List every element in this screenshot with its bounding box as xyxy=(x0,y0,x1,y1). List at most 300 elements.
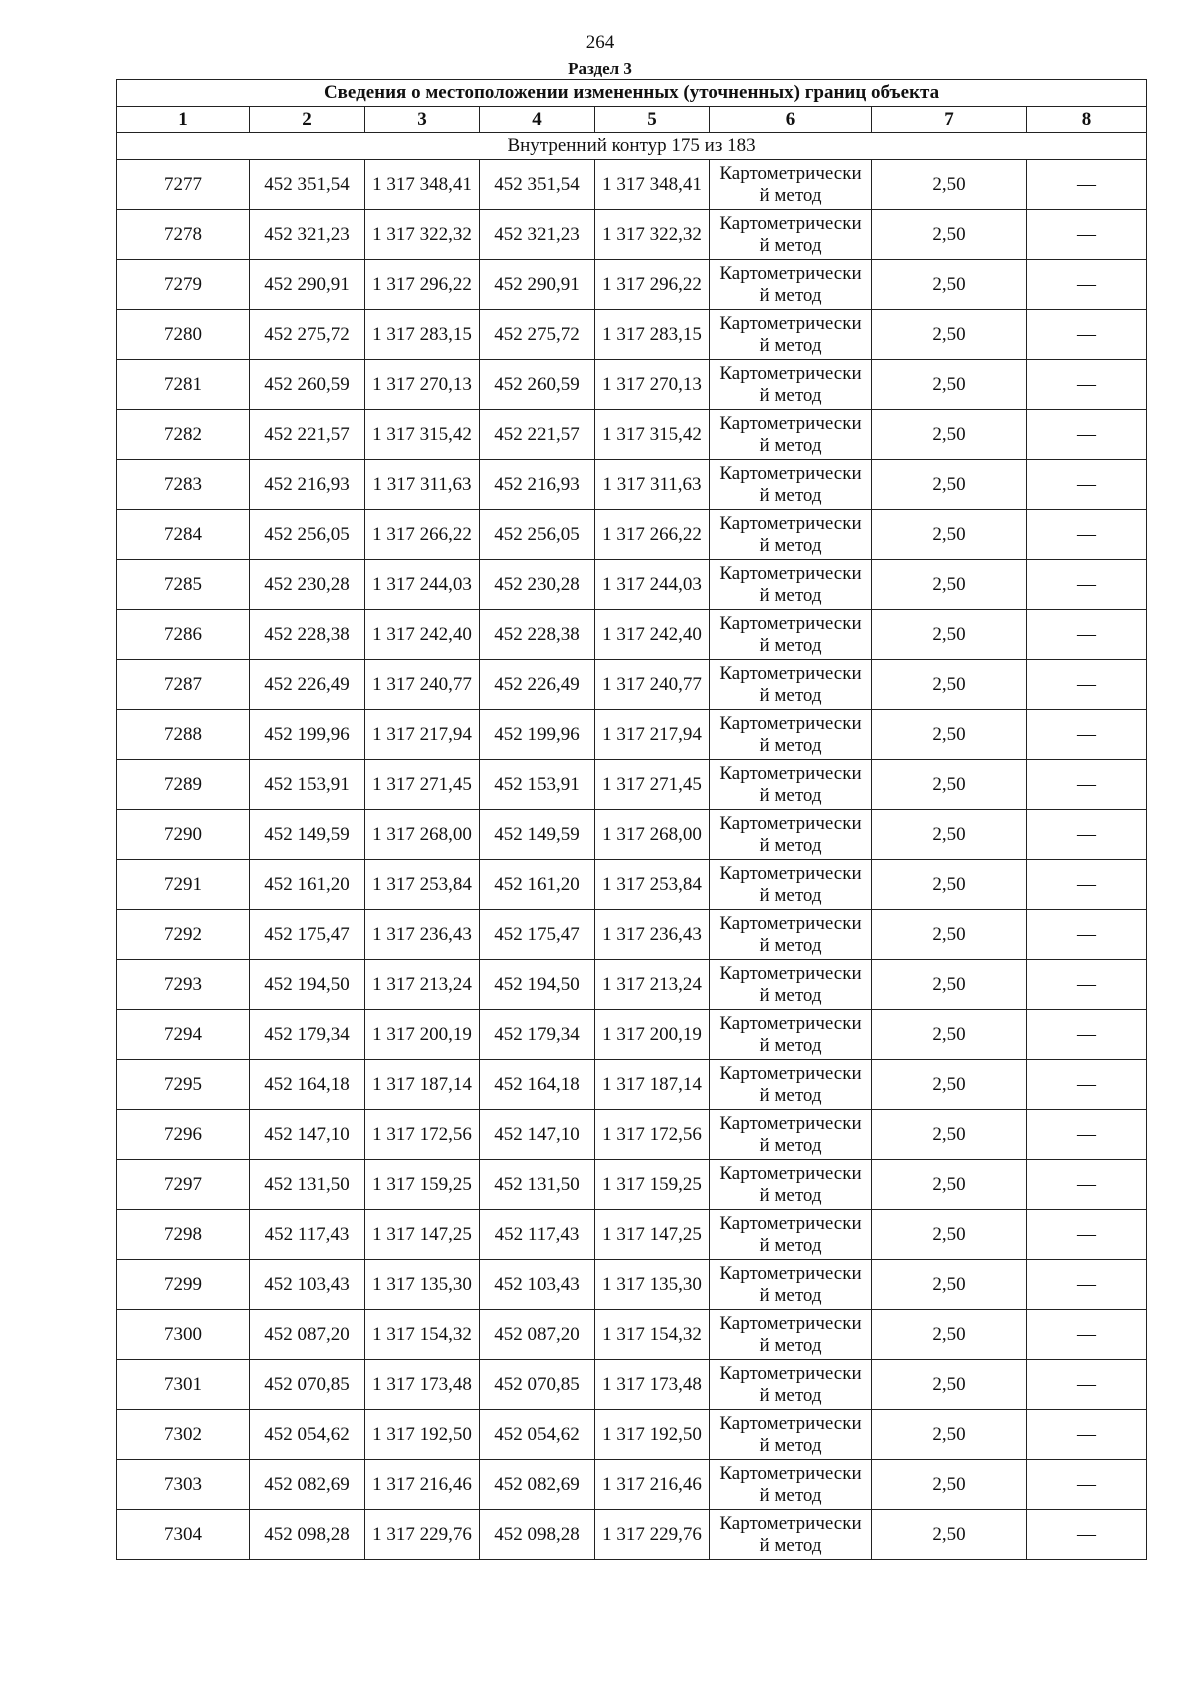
cell-x2: 452 260,59 xyxy=(480,360,595,410)
cell-id: 7285 xyxy=(117,560,250,610)
method-line: й метод xyxy=(759,984,822,1006)
cell-method xyxy=(710,1060,872,1110)
table-row xyxy=(117,1010,1147,1060)
cell-accuracy: 2,50 xyxy=(872,160,1027,210)
cell-x1: 452 164,18 xyxy=(250,1060,365,1110)
cell-x1: 452 216,93 xyxy=(250,460,365,510)
cell-y2: 1 317 173,48 xyxy=(595,1360,710,1410)
table-row xyxy=(117,810,1147,860)
cell-method xyxy=(710,210,872,260)
table-row xyxy=(117,560,1147,610)
coordinates-table xyxy=(116,79,1147,1560)
cell-id: 7296 xyxy=(117,1110,250,1160)
cell-id: 7292 xyxy=(117,910,250,960)
table-row xyxy=(117,1210,1147,1260)
contour-label: Внутренний контур 175 из 183 xyxy=(117,133,1147,160)
method-line: Картометрически xyxy=(719,1262,862,1284)
method-line: й метод xyxy=(759,534,822,556)
cell-x1: 452 275,72 xyxy=(250,310,365,360)
method-line: Картометрически xyxy=(719,312,862,334)
method-line: Картометрически xyxy=(719,212,862,234)
cell-note: — xyxy=(1027,860,1147,910)
cell-y2: 1 317 147,25 xyxy=(595,1210,710,1260)
cell-x1: 452 070,85 xyxy=(250,1360,365,1410)
cell-note: — xyxy=(1027,610,1147,660)
column-number: 5 xyxy=(595,107,710,133)
cell-accuracy: 2,50 xyxy=(872,860,1027,910)
cell-x1: 452 199,96 xyxy=(250,710,365,760)
cell-y2: 1 317 296,22 xyxy=(595,260,710,310)
cell-x1: 452 226,49 xyxy=(250,660,365,710)
method-line: й метод xyxy=(759,434,822,456)
method-line: Картометрически xyxy=(719,862,862,884)
method-line: Картометрически xyxy=(719,812,862,834)
cell-x1: 452 230,28 xyxy=(250,560,365,610)
cell-x1: 452 082,69 xyxy=(250,1460,365,1510)
cell-y1: 1 317 242,40 xyxy=(365,610,480,660)
table-row xyxy=(117,910,1147,960)
cell-y1: 1 317 159,25 xyxy=(365,1160,480,1210)
cell-x2: 452 179,34 xyxy=(480,1010,595,1060)
cell-x1: 452 161,20 xyxy=(250,860,365,910)
cell-y1: 1 317 187,14 xyxy=(365,1060,480,1110)
cell-method xyxy=(710,560,872,610)
column-number: 7 xyxy=(872,107,1027,133)
cell-y1: 1 317 173,48 xyxy=(365,1360,480,1410)
method-line: й метод xyxy=(759,384,822,406)
cell-y2: 1 317 200,19 xyxy=(595,1010,710,1060)
table-row xyxy=(117,1510,1147,1560)
cell-method xyxy=(710,510,872,560)
method-line: й метод xyxy=(759,1284,822,1306)
cell-x2: 452 226,49 xyxy=(480,660,595,710)
column-number: 4 xyxy=(480,107,595,133)
cell-y1: 1 317 172,56 xyxy=(365,1110,480,1160)
method-line: й метод xyxy=(759,634,822,656)
cell-accuracy: 2,50 xyxy=(872,610,1027,660)
method-line: Картометрически xyxy=(719,962,862,984)
cell-x2: 452 087,20 xyxy=(480,1310,595,1360)
method-line: Картометрически xyxy=(719,1312,862,1334)
method-line: й метод xyxy=(759,684,822,706)
cell-note: — xyxy=(1027,960,1147,1010)
cell-method xyxy=(710,1210,872,1260)
cell-method xyxy=(710,410,872,460)
table-caption: Сведения о местоположении измененных (уточненных) границ объекта xyxy=(117,80,1147,107)
cell-y2: 1 317 253,84 xyxy=(595,860,710,910)
cell-x2: 452 149,59 xyxy=(480,810,595,860)
cell-x1: 452 321,23 xyxy=(250,210,365,260)
cell-x2: 452 054,62 xyxy=(480,1410,595,1460)
method-line: й метод xyxy=(759,1434,822,1456)
cell-accuracy: 2,50 xyxy=(872,310,1027,360)
cell-y2: 1 317 242,40 xyxy=(595,610,710,660)
method-line: й метод xyxy=(759,1484,822,1506)
table-row xyxy=(117,960,1147,1010)
cell-note: — xyxy=(1027,510,1147,560)
cell-note: — xyxy=(1027,710,1147,760)
cell-id: 7277 xyxy=(117,160,250,210)
cell-id: 7300 xyxy=(117,1310,250,1360)
cell-id: 7284 xyxy=(117,510,250,560)
table-row xyxy=(117,610,1147,660)
cell-method xyxy=(710,760,872,810)
method-line: й метод xyxy=(759,334,822,356)
cell-y2: 1 317 159,25 xyxy=(595,1160,710,1210)
cell-id: 7279 xyxy=(117,260,250,310)
cell-accuracy: 2,50 xyxy=(872,210,1027,260)
method-line: Картометрически xyxy=(719,162,862,184)
method-line: й метод xyxy=(759,1034,822,1056)
cell-y1: 1 317 283,15 xyxy=(365,310,480,360)
cell-x2: 452 216,93 xyxy=(480,460,595,510)
cell-x1: 452 290,91 xyxy=(250,260,365,310)
method-line: Картометрически xyxy=(719,1112,862,1134)
cell-method xyxy=(710,460,872,510)
cell-y1: 1 317 147,25 xyxy=(365,1210,480,1260)
cell-y2: 1 317 348,41 xyxy=(595,160,710,210)
method-line: й метод xyxy=(759,484,822,506)
method-line: Картометрически xyxy=(719,662,862,684)
table-row xyxy=(117,1260,1147,1310)
cell-y2: 1 317 240,77 xyxy=(595,660,710,710)
cell-note: — xyxy=(1027,560,1147,610)
cell-y2: 1 317 154,32 xyxy=(595,1310,710,1360)
table-row xyxy=(117,260,1147,310)
cell-y1: 1 317 253,84 xyxy=(365,860,480,910)
cell-accuracy: 2,50 xyxy=(872,1310,1027,1360)
method-line: Картометрически xyxy=(719,362,862,384)
cell-method xyxy=(710,860,872,910)
cell-y1: 1 317 192,50 xyxy=(365,1410,480,1460)
cell-method xyxy=(710,660,872,710)
cell-y2: 1 317 135,30 xyxy=(595,1260,710,1310)
method-line: Картометрически xyxy=(719,912,862,934)
method-line: й метод xyxy=(759,1234,822,1256)
cell-accuracy: 2,50 xyxy=(872,810,1027,860)
cell-x2: 452 117,43 xyxy=(480,1210,595,1260)
method-line: Картометрически xyxy=(719,462,862,484)
cell-y1: 1 317 311,63 xyxy=(365,460,480,510)
cell-y1: 1 317 315,42 xyxy=(365,410,480,460)
cell-accuracy: 2,50 xyxy=(872,1360,1027,1410)
method-line: Картометрически xyxy=(719,1512,862,1534)
cell-y2: 1 317 172,56 xyxy=(595,1110,710,1160)
column-number: 1 xyxy=(117,107,250,133)
cell-method xyxy=(710,160,872,210)
cell-method xyxy=(710,1160,872,1210)
cell-id: 7287 xyxy=(117,660,250,710)
cell-y1: 1 317 322,32 xyxy=(365,210,480,260)
method-line: Картометрически xyxy=(719,1012,862,1034)
cell-x2: 452 321,23 xyxy=(480,210,595,260)
method-line: й метод xyxy=(759,234,822,256)
cell-y1: 1 317 244,03 xyxy=(365,560,480,610)
cell-accuracy: 2,50 xyxy=(872,360,1027,410)
cell-y1: 1 317 270,13 xyxy=(365,360,480,410)
method-line: й метод xyxy=(759,184,822,206)
cell-y1: 1 317 154,32 xyxy=(365,1310,480,1360)
method-line: Картометрически xyxy=(719,1162,862,1184)
cell-x2: 452 098,28 xyxy=(480,1510,595,1560)
cell-method xyxy=(710,1310,872,1360)
column-number-row xyxy=(117,107,1147,133)
cell-y2: 1 317 268,00 xyxy=(595,810,710,860)
table-row xyxy=(117,760,1147,810)
cell-accuracy: 2,50 xyxy=(872,910,1027,960)
cell-note: — xyxy=(1027,910,1147,960)
cell-y2: 1 317 213,24 xyxy=(595,960,710,1010)
method-line: Картометрически xyxy=(719,262,862,284)
cell-note: — xyxy=(1027,1010,1147,1060)
cell-y1: 1 317 216,46 xyxy=(365,1460,480,1510)
cell-method xyxy=(710,960,872,1010)
column-number: 8 xyxy=(1027,107,1147,133)
cell-x2: 452 199,96 xyxy=(480,710,595,760)
cell-accuracy: 2,50 xyxy=(872,960,1027,1010)
cell-x2: 452 221,57 xyxy=(480,410,595,460)
cell-method xyxy=(710,610,872,660)
cell-id: 7298 xyxy=(117,1210,250,1260)
table-row xyxy=(117,710,1147,760)
cell-y1: 1 317 268,00 xyxy=(365,810,480,860)
cell-accuracy: 2,50 xyxy=(872,1460,1027,1510)
cell-y2: 1 317 192,50 xyxy=(595,1410,710,1460)
table-row xyxy=(117,460,1147,510)
cell-id: 7294 xyxy=(117,1010,250,1060)
cell-id: 7289 xyxy=(117,760,250,810)
method-line: й метод xyxy=(759,284,822,306)
cell-y2: 1 317 229,76 xyxy=(595,1510,710,1560)
table-row xyxy=(117,1060,1147,1110)
cell-x1: 452 131,50 xyxy=(250,1160,365,1210)
cell-x2: 452 275,72 xyxy=(480,310,595,360)
cell-method xyxy=(710,910,872,960)
cell-x1: 452 228,38 xyxy=(250,610,365,660)
cell-id: 7302 xyxy=(117,1410,250,1460)
cell-y2: 1 317 311,63 xyxy=(595,460,710,510)
cell-method xyxy=(710,1410,872,1460)
method-line: Картометрически xyxy=(719,562,862,584)
cell-y2: 1 317 283,15 xyxy=(595,310,710,360)
cell-id: 7290 xyxy=(117,810,250,860)
cell-y1: 1 317 217,94 xyxy=(365,710,480,760)
cell-x2: 452 194,50 xyxy=(480,960,595,1010)
cell-id: 7283 xyxy=(117,460,250,510)
cell-id: 7286 xyxy=(117,610,250,660)
cell-method xyxy=(710,360,872,410)
cell-x1: 452 054,62 xyxy=(250,1410,365,1460)
cell-x1: 452 194,50 xyxy=(250,960,365,1010)
cell-y2: 1 317 216,46 xyxy=(595,1460,710,1510)
cell-method xyxy=(710,1510,872,1560)
cell-note: — xyxy=(1027,1510,1147,1560)
cell-note: — xyxy=(1027,360,1147,410)
cell-x2: 452 228,38 xyxy=(480,610,595,660)
method-line: й метод xyxy=(759,1334,822,1356)
cell-method xyxy=(710,1260,872,1310)
cell-note: — xyxy=(1027,160,1147,210)
method-line: Картометрически xyxy=(719,512,862,534)
cell-accuracy: 2,50 xyxy=(872,1110,1027,1160)
cell-y1: 1 317 271,45 xyxy=(365,760,480,810)
method-line: й метод xyxy=(759,934,822,956)
method-line: й метод xyxy=(759,784,822,806)
table-row xyxy=(117,1160,1147,1210)
cell-id: 7282 xyxy=(117,410,250,460)
cell-y2: 1 317 271,45 xyxy=(595,760,710,810)
cell-id: 7303 xyxy=(117,1460,250,1510)
cell-x1: 452 117,43 xyxy=(250,1210,365,1260)
cell-accuracy: 2,50 xyxy=(872,560,1027,610)
cell-accuracy: 2,50 xyxy=(872,1510,1027,1560)
cell-y2: 1 317 217,94 xyxy=(595,710,710,760)
cell-accuracy: 2,50 xyxy=(872,1160,1027,1210)
cell-id: 7301 xyxy=(117,1360,250,1410)
cell-y1: 1 317 240,77 xyxy=(365,660,480,710)
cell-y1: 1 317 200,19 xyxy=(365,1010,480,1060)
method-line: й метод xyxy=(759,1084,822,1106)
section-title: Раздел 3 xyxy=(568,59,632,78)
cell-x2: 452 161,20 xyxy=(480,860,595,910)
method-line: Картометрически xyxy=(719,412,862,434)
cell-note: — xyxy=(1027,1160,1147,1210)
method-line: Картометрически xyxy=(719,1212,862,1234)
cell-id: 7280 xyxy=(117,310,250,360)
cell-id: 7299 xyxy=(117,1260,250,1310)
method-line: й метод xyxy=(759,1534,822,1556)
table-row xyxy=(117,1360,1147,1410)
cell-note: — xyxy=(1027,810,1147,860)
cell-x2: 452 070,85 xyxy=(480,1360,595,1410)
cell-id: 7295 xyxy=(117,1060,250,1110)
cell-note: — xyxy=(1027,760,1147,810)
cell-id: 7304 xyxy=(117,1510,250,1560)
cell-accuracy: 2,50 xyxy=(872,410,1027,460)
method-line: й метод xyxy=(759,834,822,856)
cell-y1: 1 317 229,76 xyxy=(365,1510,480,1560)
cell-x1: 452 260,59 xyxy=(250,360,365,410)
cell-accuracy: 2,50 xyxy=(872,1010,1027,1060)
table-row xyxy=(117,410,1147,460)
table-row xyxy=(117,1310,1147,1360)
cell-x1: 452 098,28 xyxy=(250,1510,365,1560)
cell-x2: 452 164,18 xyxy=(480,1060,595,1110)
cell-x2: 452 131,50 xyxy=(480,1160,595,1210)
cell-note: — xyxy=(1027,460,1147,510)
cell-x1: 452 221,57 xyxy=(250,410,365,460)
cell-y1: 1 317 266,22 xyxy=(365,510,480,560)
cell-accuracy: 2,50 xyxy=(872,1210,1027,1260)
cell-x2: 452 175,47 xyxy=(480,910,595,960)
cell-y2: 1 317 322,32 xyxy=(595,210,710,260)
cell-y1: 1 317 348,41 xyxy=(365,160,480,210)
cell-y2: 1 317 266,22 xyxy=(595,510,710,560)
method-line: й метод xyxy=(759,884,822,906)
cell-y1: 1 317 135,30 xyxy=(365,1260,480,1310)
cell-y1: 1 317 236,43 xyxy=(365,910,480,960)
cell-x1: 452 153,91 xyxy=(250,760,365,810)
method-line: Картометрически xyxy=(719,612,862,634)
cell-x2: 452 290,91 xyxy=(480,260,595,310)
cell-y2: 1 317 244,03 xyxy=(595,560,710,610)
method-line: й метод xyxy=(759,1384,822,1406)
column-number: 3 xyxy=(365,107,480,133)
cell-note: — xyxy=(1027,1210,1147,1260)
page-number: 264 xyxy=(585,32,615,53)
column-number: 6 xyxy=(710,107,872,133)
cell-x1: 452 147,10 xyxy=(250,1110,365,1160)
cell-y2: 1 317 187,14 xyxy=(595,1060,710,1110)
cell-note: — xyxy=(1027,410,1147,460)
table-row xyxy=(117,360,1147,410)
cell-x2: 452 230,28 xyxy=(480,560,595,610)
cell-id: 7278 xyxy=(117,210,250,260)
cell-method xyxy=(710,1360,872,1410)
cell-method xyxy=(710,1010,872,1060)
method-line: Картометрически xyxy=(719,762,862,784)
cell-accuracy: 2,50 xyxy=(872,1260,1027,1310)
table-row xyxy=(117,160,1147,210)
method-line: Картометрически xyxy=(719,1412,862,1434)
cell-accuracy: 2,50 xyxy=(872,510,1027,560)
cell-method xyxy=(710,260,872,310)
table-row xyxy=(117,1410,1147,1460)
method-line: Картометрически xyxy=(719,1462,862,1484)
cell-y1: 1 317 296,22 xyxy=(365,260,480,310)
cell-id: 7288 xyxy=(117,710,250,760)
cell-x2: 452 147,10 xyxy=(480,1110,595,1160)
cell-note: — xyxy=(1027,660,1147,710)
cell-x1: 452 103,43 xyxy=(250,1260,365,1310)
cell-note: — xyxy=(1027,310,1147,360)
cell-x2: 452 256,05 xyxy=(480,510,595,560)
cell-accuracy: 2,50 xyxy=(872,710,1027,760)
cell-note: — xyxy=(1027,1460,1147,1510)
cell-accuracy: 2,50 xyxy=(872,1410,1027,1460)
cell-note: — xyxy=(1027,1310,1147,1360)
cell-x1: 452 087,20 xyxy=(250,1310,365,1360)
cell-note: — xyxy=(1027,1360,1147,1410)
table-row xyxy=(117,210,1147,260)
cell-x1: 452 256,05 xyxy=(250,510,365,560)
cell-method xyxy=(710,810,872,860)
cell-accuracy: 2,50 xyxy=(872,760,1027,810)
cell-y2: 1 317 315,42 xyxy=(595,410,710,460)
cell-x2: 452 351,54 xyxy=(480,160,595,210)
method-line: Картометрически xyxy=(719,712,862,734)
column-number: 2 xyxy=(250,107,365,133)
cell-x2: 452 103,43 xyxy=(480,1260,595,1310)
cell-method xyxy=(710,1460,872,1510)
cell-y2: 1 317 236,43 xyxy=(595,910,710,960)
cell-note: — xyxy=(1027,260,1147,310)
cell-method xyxy=(710,710,872,760)
method-line: й метод xyxy=(759,1134,822,1156)
cell-y2: 1 317 270,13 xyxy=(595,360,710,410)
cell-note: — xyxy=(1027,1410,1147,1460)
cell-accuracy: 2,50 xyxy=(872,460,1027,510)
cell-x1: 452 149,59 xyxy=(250,810,365,860)
cell-y1: 1 317 213,24 xyxy=(365,960,480,1010)
cell-accuracy: 2,50 xyxy=(872,260,1027,310)
cell-id: 7281 xyxy=(117,360,250,410)
cell-note: — xyxy=(1027,1060,1147,1110)
method-line: й метод xyxy=(759,734,822,756)
cell-x1: 452 175,47 xyxy=(250,910,365,960)
cell-accuracy: 2,50 xyxy=(872,660,1027,710)
cell-method xyxy=(710,1110,872,1160)
